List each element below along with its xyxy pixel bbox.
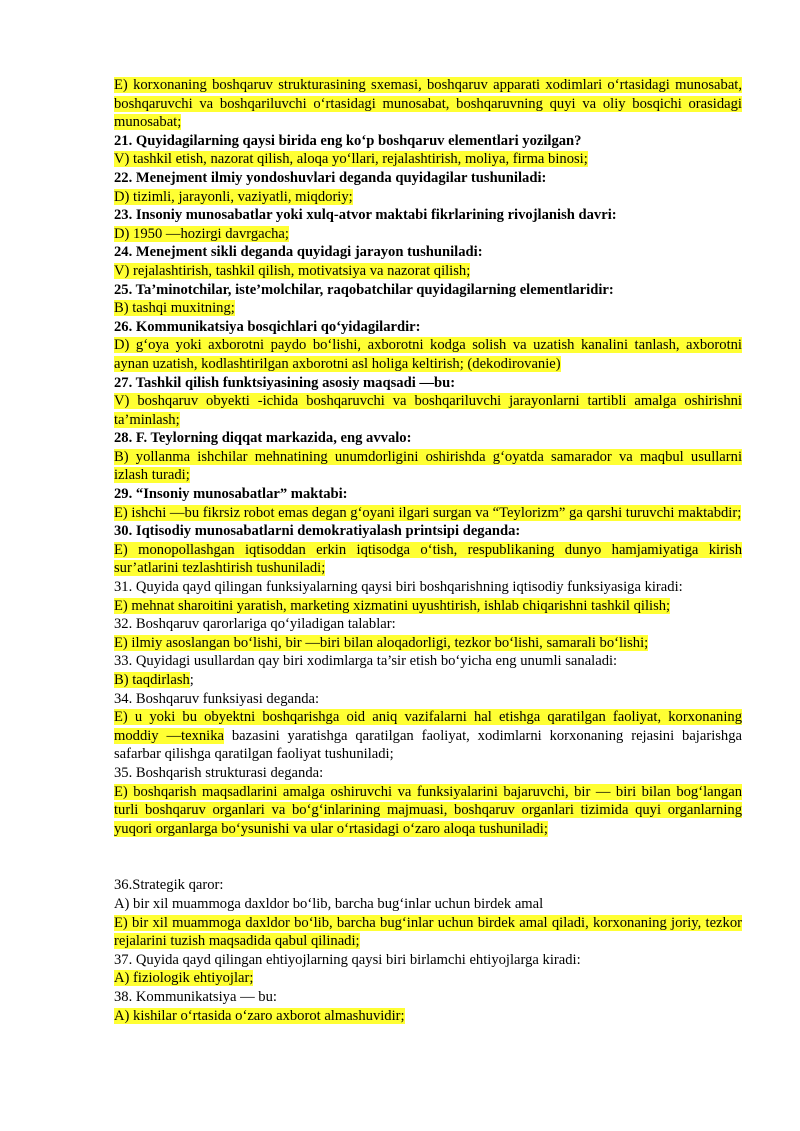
answer-text [114,262,742,281]
highlighted-answer: E) u yoki bu obyektni boshqarishga oid aniq vazifalarni hal etishga qaratilgan faoliyat, korxonaning moddiy —texnika [114,709,742,744]
answer-text [114,448,742,485]
answer-continuation: bazasini yaratishga qaratilgan faoliyat, xodimlarni korxonaning rejasini bajarishga safarbar qilishga qaratilgan faoliyat tushuniladi; [114,727,742,763]
answer-text [114,299,742,318]
answer-text [114,969,742,988]
highlighted-answer: E) korxonaning boshqaruv strukturasining sxemasi, boshqaruv apparati xodimlari o‘rtasidagi munosabat, boshqaruvchi va boshqariluvchi o‘rtasidagi munosabat, boshqaruvning quyi va oliy bosqichi orasidagi munosabat; [114,77,742,131]
highlighted-answer: A) kishilar o‘rtasida o‘zaro axborot almashuvidir; [114,1007,405,1024]
answer-text [114,597,742,616]
question-text: 23. Insoniy munosabatlar yoki xulq-atvor maktabi fikrlarining rivojlanish davri: [114,207,617,224]
answer-text [114,150,742,169]
question-text: 33. Quyidagi usullardan qay biri xodimlarga ta’sir etish bo‘yicha eng unumli sanaladi: [114,653,618,670]
question-text: 21. Quyidagilarning qaysi birida eng ko‘p boshqaruv elementlari yozilgan? [114,132,582,149]
answer-text [114,541,742,578]
question-text: 30. Iqtisodiy munosabatlarni demokratiyalash printsipi deganda: [114,523,521,540]
answer-text [114,708,742,764]
highlighted-answer: E) monopollashgan iqtisoddan erkin iqtisodga o‘tish, respublikaning dunyo hamjamiyatiga kirish sur’atlarini tezlashtirish tushuniladi; [114,541,742,577]
answer-text [114,783,742,839]
answer-text [114,914,742,951]
highlighted-answer: D) tizimli, jarayonli, vaziyatli, miqdoriy; [114,188,353,205]
question-text: 28. F. Teylorning diqqat markazida, eng avvalo: [114,430,412,447]
question-text: 26. Kommunikatsiya bosqichlari qo‘yidagilardir: [114,318,421,335]
highlighted-answer: B) taqdirlash [114,672,190,688]
answer-text [114,392,742,429]
answer-continuation: ; [189,672,194,688]
answer-text [114,188,742,207]
document-content [114,76,742,1025]
highlighted-answer: V) tashkil etish, nazorat qilish, aloqa yo‘llari, rejalashtirish, moliya, firma binosi; [114,151,588,168]
question-text: 36.Strategik qaror: [114,877,224,894]
question-text: 37. Quyida qayd qilingan ehtiyojlarning qaysi biri birlamchi ehtiyojlarga kiradi: [114,951,581,968]
highlighted-answer: B) tashqi muxitning; [114,300,235,317]
answer-text [114,671,742,690]
question-text: 38. Kommunikatsiya — bu: [114,988,277,1005]
question-text: 35. Boshqarish strukturasi deganda: [114,764,324,781]
question-text: 24. Menejment sikli deganda quyidagi jarayon tushuniladi: [114,244,483,261]
highlighted-answer: E) ilmiy asoslangan bo‘lishi, bir —biri bilan aloqadorligi, tezkor bo‘lishi, samarali bo‘lishi; [114,634,649,651]
highlighted-answer: E) ishchi —bu fikrsiz robot emas degan g‘oyani ilgari surgan va “Teylorizm” ga qarshi turuvchi maktabdir; [114,504,742,521]
answer-text [114,1007,742,1026]
highlighted-answer: B) yollanma ishchilar mehnatining unumdorligini oshirishda g‘oyatda samarador va maqbul usullarni izlash turadi; [114,448,742,484]
answer-text [114,634,742,653]
question-text: A) bir xil muammoga daxldor bo‘lib, barcha bug‘inlar uchun birdek amal [114,895,544,912]
highlighted-answer: E) mehnat sharoitini yaratish, marketing xizmatini uyushtirish, ishlab chiqarishni tashkil qilish; [114,597,671,614]
answer-text [114,504,742,523]
question-text: 29. “Insoniy munosabatlar” maktabi: [114,486,348,503]
highlighted-answer: E) bir xil muammoga daxldor bo‘lib, barcha bug‘inlar uchun birdek amal qiladi, korxonaning joriy, tezkor rejalarini tuzish maqsadida qabul qilinadi; [114,914,742,950]
question-text: 27. Tashkil qilish funktsiyasining asosiy maqsadi —bu: [114,374,456,391]
question-text: 32. Boshqaruv qarorlariga qo‘yiladigan talablar: [114,616,396,633]
highlighted-answer: V) rejalashtirish, tashkil qilish, motivatsiya va nazorat qilish; [114,262,471,279]
answer-text [114,76,742,132]
answer-text [114,336,742,373]
highlighted-answer: V) boshqaruv obyekti -ichida boshqaruvchi va boshqariluvchi jarayonlarni tartibli amalga oshirishni ta’minlash; [114,393,742,428]
question-text: 34. Boshqaruv funksiyasi deganda: [114,690,320,707]
highlighted-answer: A) fiziologik ehtiyojlar; [114,970,254,987]
highlighted-answer: D) g‘oya yoki axborotni paydo bo‘lishi, axborotni kodga solish va uzatish kanalini tanlash, axborotni aynan uzatish, kodlashtirilgan axborotni asl holiga keltirish; (dekodirovanie) [114,337,742,372]
highlighted-answer: D) 1950 —hozirgi davrgacha; [114,225,289,242]
section-gap [114,838,742,876]
question-text: 31. Quyida qayd qilingan funksiyalarning qaysi biri boshqarishning iqtisodiy funksiyasiga kiradi: [114,579,683,596]
question-text: 22. Menejment ilmiy yondoshuvlari deganda quyidagilar tushuniladi: [114,169,547,186]
question-text: 25. Ta’minotchilar, iste’molchilar, raqobatchilar quyidagilarning elementlaridir: [114,281,614,298]
answer-text [114,225,742,244]
highlighted-answer: E) boshqarish maqsadlarini amalga oshiruvchi va funksiyalarini bajaruvchi, bir — biri bilan bog‘langan turli boshqaruv organlari va bo‘g‘inlarining majmuasi, boshqaruv organlari tizimida quyi organlarning yuqori organlarga bo‘ysunishi va ular o‘rtasidagi o‘zaro aloqa tushuniladi; [114,783,742,837]
